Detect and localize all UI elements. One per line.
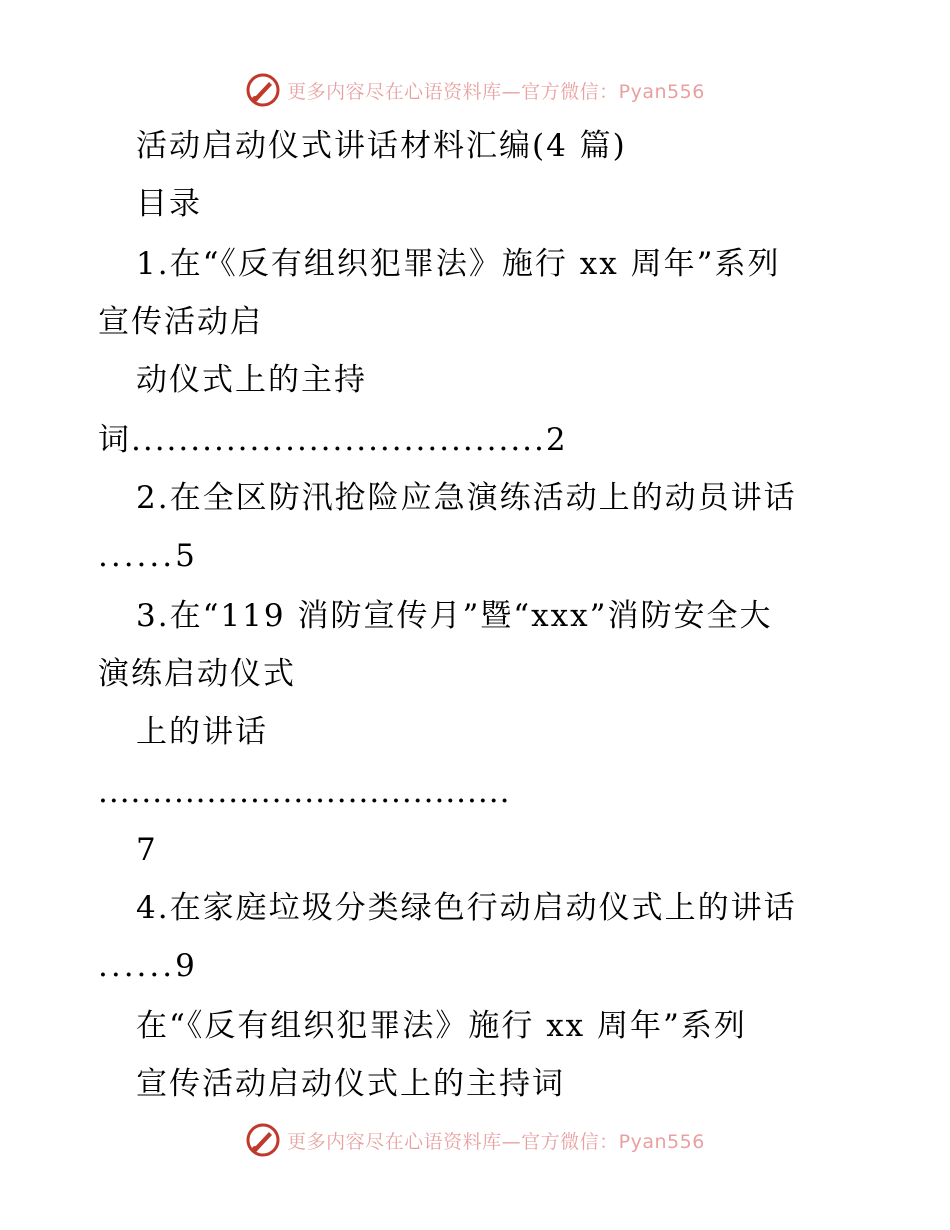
- toc-item-3-line-3[interactable]: 上的讲话: [136, 714, 268, 750]
- banner-text: 更多内容尽在心语资料库—官方微信：Pyan556: [287, 1130, 705, 1153]
- pen-seal-icon: [245, 72, 281, 108]
- body-heading-line-1: 在“《反有组织犯罪法》施行 xx 周年”系列: [136, 1008, 747, 1044]
- toc-item-1-line-1[interactable]: 1.在“《反有组织犯罪法》施行 xx 周年”系列: [136, 246, 781, 282]
- pen-seal-icon: [245, 1122, 281, 1158]
- toc-item-3-page[interactable]: 7: [136, 832, 158, 868]
- toc-item-2-line-1[interactable]: 2.在全区防汛抢险应急演练活动上的动员讲话: [136, 480, 797, 516]
- body-heading-line-2: 宣传活动启动仪式上的主持词: [136, 1066, 565, 1102]
- footer-banner: [0, 1120, 950, 1160]
- document-title: 活动启动仪式讲话材料汇编(4 篇): [136, 128, 627, 164]
- toc-item-4-line-1[interactable]: 4.在家庭垃圾分类绿色行动启动仪式上的讲话: [136, 890, 797, 926]
- toc-item-1-leader[interactable]: 词...................................2: [98, 422, 568, 458]
- toc-item-1-line-2[interactable]: 宣传活动启: [98, 304, 263, 340]
- toc-item-3-line-1[interactable]: 3.在“119 消防宣传月”暨“xxx”消防安全大: [136, 598, 773, 634]
- toc-heading: 目录: [136, 186, 202, 222]
- toc-item-3-leader[interactable]: ......................................: [98, 774, 511, 810]
- toc-item-2-leader[interactable]: ......5: [98, 538, 198, 574]
- banner-text: 更多内容尽在心语资料库—官方微信：Pyan556: [287, 80, 705, 103]
- header-banner: [0, 70, 950, 110]
- toc-item-3-line-2[interactable]: 演练启动仪式: [98, 656, 296, 692]
- toc-item-1-line-3[interactable]: 动仪式上的主持: [136, 362, 367, 398]
- toc-item-4-leader[interactable]: ......9: [98, 948, 198, 984]
